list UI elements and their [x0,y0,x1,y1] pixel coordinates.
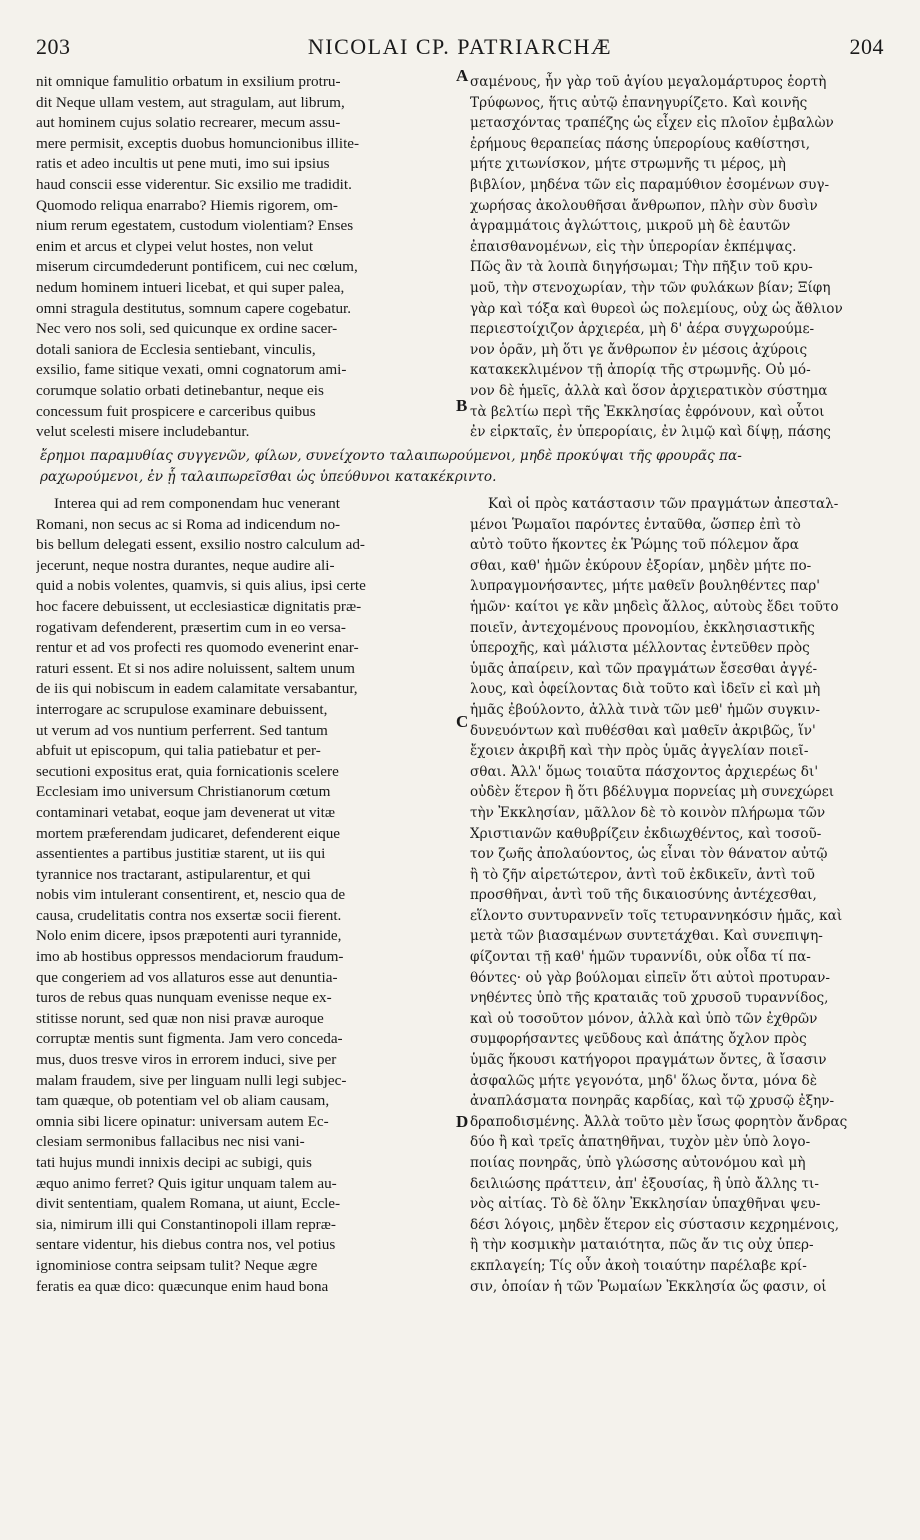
text-line: ἡμᾶς ἐβούλοντο, ἀλλὰ τινὰ τῶν μεθ' ἡμῶν συγκιν- [470,701,820,718]
text-line: τον ζωῆς ἀπολαύοντος, ὡς εἶναι τὸν θάνατον αὐτῷ [470,846,828,863]
text-line: divit sententiam, qualem Romana, ut aiunt, Eccle- [36,1195,341,1213]
text-line: ἐν εἱρκταῖς, ἐν ὑπερορίαις, ἐν λιμῷ καὶ δίψῃ, πάσης [470,424,831,441]
text-line: miserum circumdederunt pontificem, cui nec cœlum, [36,258,358,276]
running-title: NICOLAI CP. PATRIARCHÆ [307,34,613,59]
text-line: φίζονται τῇ καθ' ἡμῶν τυραννίδι, οὐκ οἶδα τί πα- [470,949,811,966]
text-line: sia, nimirum illi qui Constantinopoli illam repræ- [36,1215,336,1233]
text-line: aut hominem cujus solatio recrearer, mecum assu- [36,114,341,132]
text-line: secutioni expositus erat, quia fornicationis scelere [36,762,339,780]
text-line: omni stragula destitutus, somnum capere cogebatur. [36,299,352,317]
text-line: nobis vim intulerant consentirent, et, nescio qua de [36,886,346,904]
text-line: ποιίας πονηρᾶς, ὑπὸ γλώσσης αὐτονόμου καὶ μὴ [470,1155,806,1171]
text-line: mortem præferendam judicaret, defenderent eique [36,824,341,842]
text-line: exsilio, fame sitique vexati, omni cognatorum ami- [36,361,347,379]
text-line: interrogare ac scrupulose examinare debuissent, [36,700,328,718]
section-marker-b: B [456,396,468,415]
text-line: εἵλοντο συντυραννεῖν τοῖς τετυραννηκόσιν ἡμᾶς, καὶ [470,907,843,924]
text-line: νον ὁρᾶν, μὴ ὅτι γε ἄνθρωπον ἐν μέσοις ἀχύροις [470,341,808,358]
text-line: de iis qui nobiscum in eadem calamitate versabantur, [36,680,358,698]
page-number-right: 204 [849,34,884,59]
text-line: causa, crudelitatis contra nos exsertæ socii fierent. [36,906,342,924]
text-line: sentare videntur, his diebus contra nos, vel potius [36,1236,336,1254]
text-line: ὑπεροχῆς, καὶ μάλιστα μέλλοντας ἐντεῦθεν πρὸς [470,640,810,657]
text-line: γὰρ καὶ τόξα καὶ θυρεοὶ ὡς πολεμίους, οὐχ ὡς ἄθλιον [470,300,843,317]
text-line: velut scelesti misere includebantur. [36,423,250,441]
text-line: συμφορήσαντες ψεῦδους καὶ ἀπάτης ὄχλον πρὸς [470,1031,807,1048]
text-line: tyrannice nos tractarant, astipularentur, et qui [36,865,311,883]
text-line: ὑμᾶς ἥκουσι κατήγοροι πραγμάτων ὄντες, ἃ ἴσασιν [470,1052,827,1069]
text-line: εκπλαγείη; Τίς οὖν ἀκοὴ τοιαύτην παρέλαβε κρί- [470,1257,807,1274]
text-line: σθαι, καθ' ἡμῶν ἐκύρουν ἐξορίαν, μηδὲν μήτε πο- [470,557,812,574]
text-line: τὰ βελτίω περὶ τῆς Ἐκκλησίας ἐφρόνουν, καὶ οὗτοι [470,403,825,420]
text-line: ignominiose contra seipsam tulit? Neque ægre [36,1256,318,1274]
text-line: δειλιώσης πράττειν, ἀπ' ἐξουσίας, ἢ ὑπὸ ἄλλης τι- [470,1175,819,1192]
text-line: αὐτὸ τοῦτο ἥκοντες ἐκ Ῥώμης τοῦ πόλεμον ἄρα [470,537,799,554]
text-line: βιβλίον, μηδένα τῶν εἰς παραμύθιον ἐσομένων συγ- [470,176,830,193]
text-line: ἔρημοι παραμυθίας συγγενῶν, φίλων, συνείχοντο ταλαιπωρούμενοι, μηδὲ προκύψαι τῆς φρουρᾶς πα- [40,448,742,464]
text-line: Nolo enim dicere, ipsos præpotenti auri tyrannide, [36,927,342,945]
text-line: νὸς αἰτίας. Τὸ δὲ ὅλην Ἐκκλησίαν ὑπαχθῆναι ψευ- [470,1196,821,1213]
text-line: θόντες· οὐ γὰρ βούλομαι εἰπεῖν ὅτι αὐτοὶ προτυραν- [470,969,830,986]
text-line: περιεστοίχιζον ἀρχιερέα, μὴ δ' ἀέρα συγχωρούμε- [470,321,815,338]
text-line: bis bellum delegati essent, exsilio nostro calculum ad- [36,536,365,554]
text-line: Πῶς ἂν τὰ λοιπὰ διηγήσωμαι; Τὴν πῆξιν τοῦ κρυ- [470,259,813,276]
text-line: omnia sibi licere opinatur: universam autem Ec- [36,1112,329,1130]
greek-spanning-lines [40,446,890,487]
text-line: ἢ τὴν κοσμικὴν ματαιότητα, πῶς ἄν τις οὐχ ὑπερ- [470,1237,814,1254]
text-line: stitisse norunt, sed quæ non nisi pravæ auroque [36,1009,324,1027]
text-line: ἀγραμμάτοις ἀγλώττοις, μικροῦ μὴ δὲ ἑαυτῶν [470,218,791,235]
text-line: malam fraudem, sive per linguam nulli legi subjec- [36,1071,347,1089]
text-line: μετὰ τῶν βιασαμένων συντετάχθαι. Καὶ συνεπιψη- [470,928,823,945]
text-line: τὴν Ἐκκλησίαν, μᾶλλον δὲ τὸ κοινὸν πλήρωμα τῶν [470,804,826,821]
text-line: concessum fuit prospicere e carceribus quibus [36,402,316,420]
text-line: ὑμᾶς ἀπαίρειν, καὶ τῶν πραγμάτων ἔσεσθαι ἀγγέ- [470,660,818,677]
greek-column-bottom [470,494,888,1297]
text-line: æquo animo ferret? Quis igitur unquam talem au- [36,1174,337,1192]
running-head [36,34,884,64]
text-line: dit Neque ullam vestem, aut stragulam, aut librum, [36,93,345,111]
text-line: προσθῆναι, ἀντὶ τοῦ τῆς δικαιοσύνης ἀντέχεσθαι, [470,887,817,904]
text-line: δυνευόντων καὶ πυθέσθαι καὶ μαθεῖν ἀκριβῶς, ἵν' [470,722,816,739]
text-line: λους, καὶ ὀφείλοντας διὰ τοῦτο καὶ ἰδεῖν εἰ καὶ μὴ [470,681,821,698]
text-line: ἡμῶν· καίτοι γε κἂν μηδεὶς ἄλλος, αὐτοὺς ἔδει τοῦτο [470,598,839,615]
latin-column-bottom [36,494,454,1297]
text-line: nit omnique famulitio orbatum in exsilium protru- [36,73,341,90]
text-line: σαμένους, ἦν γὰρ τοῦ ἁγίου μεγαλομάρτυρος ἑορτὴ [470,74,827,90]
text-line: feratis ea quæ dico: quæcunque enim haud bona [36,1277,329,1295]
text-line: abfuit ut episcopum, qui talia patiebatur et per- [36,742,321,760]
text-line: corumque solatio orbati detinebantur, neque eis [36,381,324,399]
text-line: tati hujus mundi innixis decipi ac subigi, quis [36,1154,312,1171]
text-line: ἢ τὸ ζῆν αἱρετώτερον, ἀντὶ τοῦ ἐκδικεῖν, ἀντὶ τοῦ [470,866,815,883]
text-line: ἐπαισθανομένων, εἰς τὴν ὑπερορίαν ἐκπέμψας. [470,238,797,255]
text-line: jecerunt, neque nostra durantes, neque audire ali- [36,556,335,574]
text-line: ραχωρούμενοι, ἐν ᾗ ταλαιπωρεῖσθαι ὡς ὑπεύθυνοι κατακέκριντο. [40,468,497,485]
text-line: raturi essent. Et si nos adire noluissent, saltem unum [36,659,355,677]
section-marker-d: D [456,1112,469,1131]
text-line: καὶ οὐ τοσοῦτον μόνον, ἀλλὰ καὶ ὑπὸ τῶν ἐχθρῶν [470,1010,818,1027]
text-line: nedum hominem intueri licebat, et qui super palea, [36,278,345,296]
text-line: μένοι Ῥωμαῖοι παρόντες ἐνταῦθα, ὥσπερ ἐπὶ τὸ [470,516,801,533]
text-line: Ecclesiam imo universum Christianorum cœtum [36,783,331,801]
text-line: Romani, non secus ac si Roma ad indicendum no- [36,515,341,533]
text-line: ποιεῖν, ἀντεχομένους προνομίου, ἐκκλησιαστικῆς [470,619,815,636]
text-line: δραποδισμένης. Ἀλλὰ τοῦτο μὲν ἴσως φορητὸν ἄνδρας [470,1113,848,1130]
text-line: Nec vero nos soli, sed quicunque ex ordine sacer- [36,320,338,338]
text-line: νηθέντες ὑπὸ τῆς κραταιᾶς τοῦ χρυσοῦ τυραννίδος, [470,990,829,1007]
text-line: turos de rebus quas nunquam evenisse neque ex- [36,989,332,1007]
latin-column-top [36,72,454,443]
text-line: ratis et adeo incultis ut pene muti, imo sui ipsius [36,155,330,173]
text-line: enim et arcus et clypei velut hostes, non velut [36,237,314,255]
text-line: νον δὲ ἡμεῖς, ἀλλὰ καὶ ὅσον ἀρχιερατικὸν σύστημα [470,382,828,399]
text-line: tam quæque, ob potentiam vel ob aliam causam, [36,1092,330,1110]
text-line: ἀσφαλῶς μήτε γεγονότα, μηδ' ὅλως ὄντα, μόνα δὲ [470,1072,818,1089]
text-line: mus, duos tresve viros in errorem induci, sive per [36,1051,337,1069]
text-line: rentur et ad vos profecti res quomodo evenerint enar- [36,639,359,657]
page-number-left: 203 [36,34,71,59]
text-line: Interea qui ad rem componendam huc venerant [54,495,340,512]
text-line: Τρύφωνος, ἥτις αὐτῷ ἐπανηγυρίζετο. Καὶ κοινῆς [470,94,808,111]
text-line: Καὶ οἱ πρὸς κατάστασιν τῶν πραγμάτων ἀπεσταλ- [488,496,839,512]
text-line: contaminari vetabat, eoque jam devenerat ut vitæ [36,803,335,821]
text-line: mere permisit, exceptis duobus homuncionibus illite- [36,134,360,152]
text-line: corruptæ mentis sunt figmenta. Jam vero conceda- [36,1030,343,1048]
text-line: μοῦ, τὴν στενοχωρίαν, τὴν τῶν φυλάκων βίαν; Ξίφη [470,279,831,296]
text-line: Quomodo reliqua enarrabo? Hiemis rigorem, om- [36,196,338,214]
text-line: Χριστιανῶν καθυβρίζειν ἐκδιωχθέντος, καὶ τοσοῦ- [470,825,822,842]
text-line: que congeriem ad vos allaturos esse aut denuntia- [36,968,338,986]
text-line: hoc facere debuissent, ut ecclesiasticæ dignitatis præ- [36,597,362,615]
text-line: δέσι λόγοις, μηδὲν ἕτερον εἰς σύστασιν κεχρημένοις, [470,1216,840,1233]
text-line: σιν, ὁποίαν ἡ τῶν Ῥωμαίων Ἐκκλησία ὥς φασιν, οἱ [470,1278,827,1295]
text-line: assentientes a partibus justitiæ starent, ut iis qui [36,845,326,863]
greek-column-top [470,72,888,443]
text-line: λυπραγμονήσαντες, μήτε μαθεῖν βουληθέντες παρ' [470,578,820,595]
text-line: nium rerum egestatem, custodum violentiam? Enses [36,217,354,235]
text-line: rogativam defenderent, præsertim cum in eo versa- [36,618,346,636]
text-line: οὐδὲν ἕτερον ἢ ὅτι βδέλυγμα πορνείας μὴ συνεχώρει [470,784,835,801]
text-line: μήτε χιτωνίσκον, μήτε στρωμνῆς τι μέρος, μὴ [470,156,786,173]
text-line: χωρήσας ἀκολουθῆσαι ἄνθρωπον, πλὴν σὺν δυσὶν [470,197,818,214]
text-line: ἔχοιεν ἀκριβῆ καὶ τὴν πρὸς ὑμᾶς ἀγγελίαν ποιεῖ- [470,743,809,760]
text-line: κατακεκλιμένον τῇ ἀπορίᾳ τῆς στρωμνῆς. Οὐ μό- [470,362,811,379]
text-line: imo ab hostibus oppressos mendaciorum fraudum- [36,948,344,966]
text-line: ut verum ad vos nuntium perferrent. Sed tantum [36,721,328,739]
text-line: μετασχόντας τραπέζης ὡς εἶχεν εἰς πλοῖον ἐμβαλὼν [470,115,834,132]
text-line: ἐρήμους θεραπείας πάσης ὑπερορίους καθίστησι, [470,135,811,152]
text-line: dotali saniora de Ecclesia sentiebant, vinculis, [36,340,316,358]
text-line: ἀναπλάσματα πονηρᾶς καρδίας, καὶ τῷ χρυσῷ ἐξην- [470,1093,835,1110]
section-marker-c: C [456,712,469,731]
text-line: δύο ἢ καὶ τρεῖς ἀπατηθῆναι, τυχὸν μὲν ὑπὸ λογο- [470,1134,811,1151]
text-line: clesiam sermonibus fallacibus nec nisi vani- [36,1133,305,1151]
text-line: quid a nobis volentes, quamvis, si quis alius, ipsi certe [36,577,366,595]
section-marker-a: A [456,66,469,85]
text-line: σθαι. Ἀλλ' ὅμως τοιαῦτα πάσχοντος ἀρχιερέως δι' [470,763,819,780]
text-line: haud conscii esse viderentur. Sic exsilio me tradidit. [36,175,352,193]
